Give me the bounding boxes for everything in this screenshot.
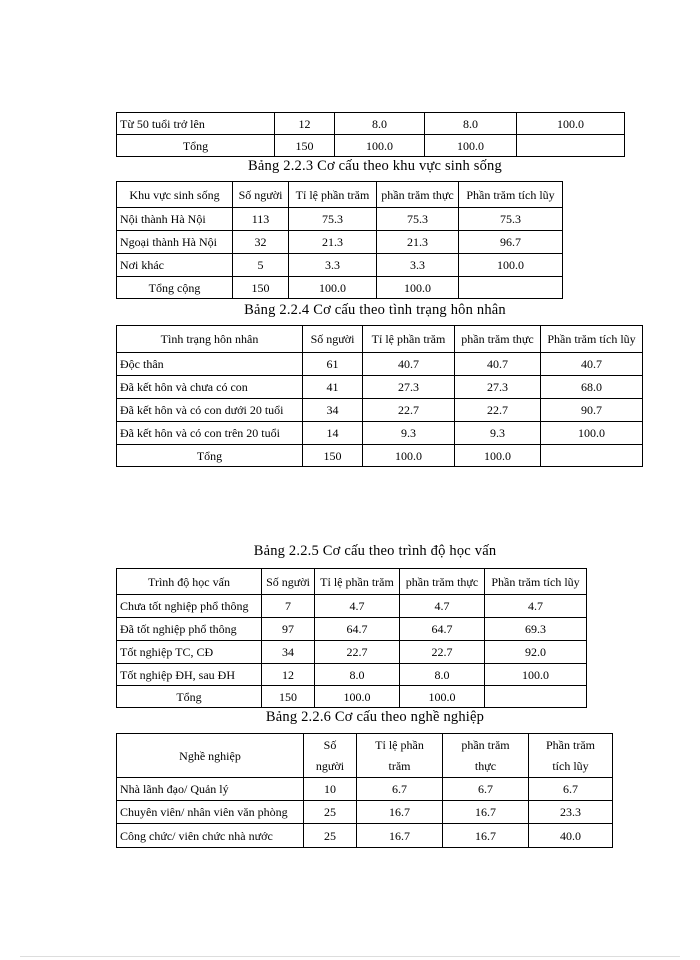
column-header: Số người — [233, 182, 289, 208]
table-cell: 7 — [262, 595, 315, 618]
table-cell: 9.3 — [363, 422, 455, 445]
table-row — [117, 353, 643, 376]
column-header: Nghề nghiệp — [117, 734, 304, 778]
table-cell — [459, 277, 563, 299]
table-cell: Chuyên viên/ nhân viên văn phòng — [117, 801, 304, 824]
table-cell: 150 — [303, 445, 363, 467]
table-cell: 40.7 — [363, 353, 455, 376]
table-cell: 21.3 — [377, 231, 459, 254]
header-line: tích lũy — [552, 758, 589, 773]
table-row — [117, 664, 587, 686]
table-row — [117, 208, 563, 231]
table-cell: 75.3 — [377, 208, 459, 231]
column-header: phần trăm thực — [455, 326, 541, 353]
table-cell: 4.7 — [485, 595, 587, 618]
table-cell: 69.3 — [485, 618, 587, 641]
table-row — [117, 686, 587, 708]
table-row — [117, 376, 643, 399]
column-header — [529, 734, 613, 778]
table-row — [117, 595, 587, 618]
column-header: Trình độ học vấn — [117, 569, 262, 595]
table-cell: 100.0 — [335, 135, 425, 157]
table-cell: 9.3 — [455, 422, 541, 445]
table-caption: Bảng 2.2.4 Cơ cấu theo tình trạng hôn nhân — [244, 302, 506, 318]
table-cell: Nơi khác — [117, 254, 233, 277]
column-header: Tỉ lệ phần trăm — [289, 182, 377, 208]
table-cell: 34 — [262, 641, 315, 664]
column-header: Khu vực sinh sống — [117, 182, 233, 208]
table-cell: 16.7 — [443, 801, 529, 824]
table-row — [117, 801, 613, 824]
education-table — [116, 568, 587, 708]
table-cell: Tổng — [117, 445, 303, 467]
table-cell: 97 — [262, 618, 315, 641]
table-cell: 96.7 — [459, 231, 563, 254]
table-cell: 100.0 — [459, 254, 563, 277]
table-caption: Bảng 2.2.3 Cơ cấu theo khu vực sinh sống — [248, 158, 502, 174]
table-cell: Chưa tốt nghiệp phổ thông — [117, 595, 262, 618]
table-cell: 6.7 — [443, 778, 529, 801]
table-row — [117, 824, 613, 848]
table-row — [117, 778, 613, 801]
table-cell: 100.0 — [517, 113, 625, 135]
table-cell: Ngoại thành Hà Nội — [117, 231, 233, 254]
header-line: Tỉ lệ phần — [375, 737, 424, 752]
table-cell — [517, 135, 625, 157]
header-line: Phần trăm — [546, 737, 595, 752]
column-header: Phần trăm tích lũy — [485, 569, 587, 595]
table-cell: 68.0 — [541, 376, 643, 399]
marital-status-table — [116, 325, 643, 467]
table-cell: Độc thân — [117, 353, 303, 376]
table-cell: 22.7 — [400, 641, 485, 664]
table-cell: 100.0 — [455, 445, 541, 467]
table-cell: 34 — [303, 399, 363, 422]
table-cell: Tổng — [117, 135, 275, 157]
header-line: Số — [323, 737, 337, 752]
table-cell: 100.0 — [485, 664, 587, 686]
table-cell: 100.0 — [425, 135, 517, 157]
table-cell: 10 — [304, 778, 357, 801]
table-cell: 16.7 — [357, 824, 443, 848]
table-cell: Đã kết hôn và có con trên 20 tuổi — [117, 422, 303, 445]
table-cell: 22.7 — [455, 399, 541, 422]
table-row — [117, 254, 563, 277]
column-header: phần trăm thực — [400, 569, 485, 595]
header-line: người — [315, 758, 345, 773]
table-cell: 100.0 — [377, 277, 459, 299]
table-cell: Tổng — [117, 686, 262, 708]
table-row — [117, 113, 625, 135]
table-cell: 25 — [304, 801, 357, 824]
table-cell: 32 — [233, 231, 289, 254]
table-header-row — [117, 734, 613, 778]
header-line: thực — [474, 758, 497, 773]
table-row — [117, 641, 587, 664]
table-cell: 27.3 — [455, 376, 541, 399]
table-cell: 8.0 — [400, 664, 485, 686]
column-header — [443, 734, 529, 778]
table-cell: 100.0 — [400, 686, 485, 708]
table-cell: 22.7 — [363, 399, 455, 422]
table-cell: 40.7 — [455, 353, 541, 376]
table-cell: Công chức/ viên chức nhà nước — [117, 824, 304, 848]
table-cell: 150 — [262, 686, 315, 708]
table-cell: 6.7 — [529, 778, 613, 801]
table-cell: 3.3 — [377, 254, 459, 277]
page-edge-divider — [20, 956, 680, 957]
table-cell: 8.0 — [315, 664, 400, 686]
age-table-tail — [116, 112, 625, 157]
occupation-table — [116, 733, 613, 848]
table-cell: 3.3 — [289, 254, 377, 277]
table-cell: Từ 50 tuổi trở lên — [117, 113, 275, 135]
table-cell: 90.7 — [541, 399, 643, 422]
table-cell: Đã kết hôn và có con dưới 20 tuổi — [117, 399, 303, 422]
column-header: Tình trạng hôn nhân — [117, 326, 303, 353]
table-cell: 75.3 — [289, 208, 377, 231]
table-cell: Tổng cộng — [117, 277, 233, 299]
column-header: phần trăm thực — [377, 182, 459, 208]
table-cell: 12 — [275, 113, 335, 135]
table-cell: Đã kết hôn và chưa có con — [117, 376, 303, 399]
table-row — [117, 135, 625, 157]
table-cell — [485, 686, 587, 708]
table-header-row — [117, 326, 643, 353]
table-cell: 14 — [303, 422, 363, 445]
table-cell: 113 — [233, 208, 289, 231]
table-cell: Tốt nghiệp TC, CĐ — [117, 641, 262, 664]
column-header: Phần trăm tích lũy — [459, 182, 563, 208]
table-cell: 5 — [233, 254, 289, 277]
table-row — [117, 445, 643, 467]
table-cell: 22.7 — [315, 641, 400, 664]
table-cell: 150 — [233, 277, 289, 299]
column-header — [304, 734, 357, 778]
table-cell: 8.0 — [335, 113, 425, 135]
header-line: phần trăm — [461, 737, 510, 752]
table-cell: Đã tốt nghiệp phổ thông — [117, 618, 262, 641]
table-cell: Tốt nghiệp ĐH, sau ĐH — [117, 664, 262, 686]
header-line: trăm — [388, 758, 411, 773]
table-cell: 40.7 — [541, 353, 643, 376]
table-caption: Bảng 2.2.6 Cơ cấu theo nghề nghiệp — [265, 709, 485, 725]
table-cell: 16.7 — [443, 824, 529, 848]
table-cell — [541, 445, 643, 467]
table-cell: 64.7 — [315, 618, 400, 641]
table-row — [117, 422, 643, 445]
table-cell: 12 — [262, 664, 315, 686]
table-row — [117, 618, 587, 641]
table-caption: Bảng 2.2.5 Cơ cấu theo trình độ học vấn — [253, 543, 497, 559]
table-cell: 4.7 — [400, 595, 485, 618]
column-header: Phần trăm tích lũy — [541, 326, 643, 353]
table-cell: 64.7 — [400, 618, 485, 641]
table-cell: Nhà lãnh đạo/ Quản lý — [117, 778, 304, 801]
table-header-row — [117, 182, 563, 208]
column-header: Tỉ lệ phần trăm — [363, 326, 455, 353]
table-cell: Nội thành Hà Nội — [117, 208, 233, 231]
table-cell: 100.0 — [541, 422, 643, 445]
table-cell: 27.3 — [363, 376, 455, 399]
table-cell: 100.0 — [363, 445, 455, 467]
table-header-row — [117, 569, 587, 595]
column-header: Số người — [303, 326, 363, 353]
residence-table — [116, 181, 563, 299]
column-header: Số người — [262, 569, 315, 595]
table-cell: 75.3 — [459, 208, 563, 231]
table-cell: 92.0 — [485, 641, 587, 664]
table-row — [117, 399, 643, 422]
table-cell: 16.7 — [357, 801, 443, 824]
table-cell: 25 — [304, 824, 357, 848]
table-row — [117, 231, 563, 254]
table-cell: 150 — [275, 135, 335, 157]
table-cell: 40.0 — [529, 824, 613, 848]
table-cell: 4.7 — [315, 595, 400, 618]
table-cell: 61 — [303, 353, 363, 376]
table-cell: 8.0 — [425, 113, 517, 135]
table-row — [117, 277, 563, 299]
table-cell: 100.0 — [289, 277, 377, 299]
table-cell: 6.7 — [357, 778, 443, 801]
table-cell: 21.3 — [289, 231, 377, 254]
column-header — [357, 734, 443, 778]
table-cell: 100.0 — [315, 686, 400, 708]
table-cell: 41 — [303, 376, 363, 399]
column-header: Tỉ lệ phần trăm — [315, 569, 400, 595]
table-cell: 23.3 — [529, 801, 613, 824]
